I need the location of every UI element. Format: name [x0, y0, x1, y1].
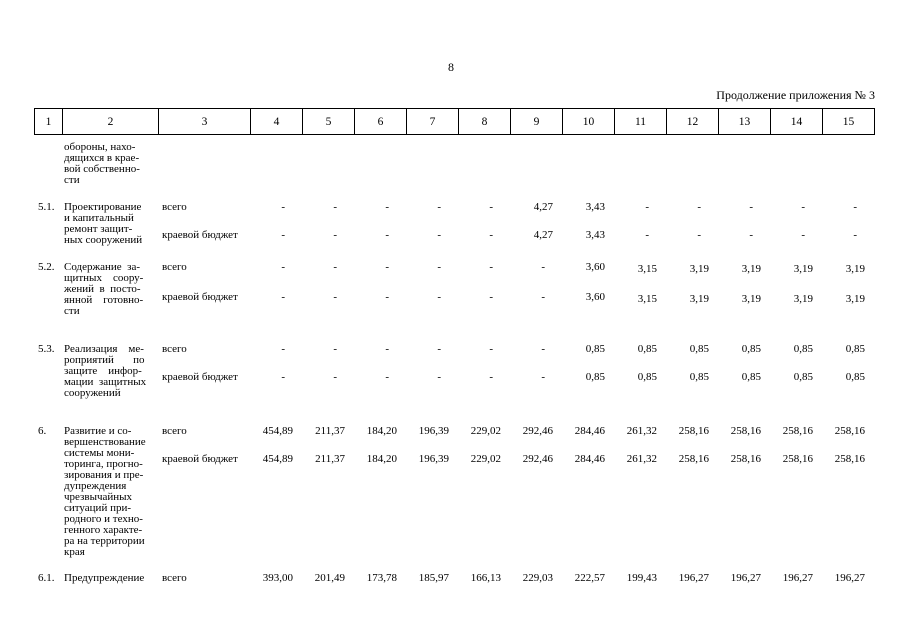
funding-source: краевой бюджет — [162, 291, 238, 303]
value-cell: 454,89 — [262, 453, 293, 465]
empty-value: - — [385, 343, 389, 355]
page-number: 8 — [448, 60, 454, 74]
header-cell: 6 — [355, 109, 407, 135]
value-cell: 0,85 — [845, 371, 865, 383]
value-cell: 0,85 — [741, 371, 761, 383]
column-header-table — [34, 108, 875, 135]
row-name-line: янной готовно- — [64, 294, 144, 306]
value-cell: 3,43 — [585, 201, 605, 213]
continuation-caption: Продолжение приложения № 3 — [716, 88, 875, 102]
funding-source: всего — [162, 201, 187, 213]
empty-value: - — [281, 291, 285, 303]
value-cell: 229,02 — [470, 425, 501, 437]
funding-source: краевой бюджет — [162, 453, 238, 465]
value-cell: 258,16 — [730, 453, 761, 465]
header-cell: 15 — [823, 109, 875, 135]
empty-value: - — [385, 291, 389, 303]
row-number: 6. — [38, 425, 47, 437]
value-cell: 3,19 — [741, 263, 761, 275]
value-cell: 258,16 — [678, 425, 709, 437]
value-cell: 4,27 — [533, 229, 553, 241]
value-cell: 454,89 — [262, 425, 293, 437]
row-name-line: зирования и пре- — [64, 469, 144, 481]
value-cell: 284,46 — [574, 453, 605, 465]
value-cell: 222,57 — [574, 572, 605, 584]
value-cell: 166,13 — [470, 572, 501, 584]
value-cell: 258,16 — [730, 425, 761, 437]
empty-value: - — [437, 371, 441, 383]
value-cell: 3,19 — [793, 293, 813, 305]
value-cell: 3,19 — [689, 263, 709, 275]
empty-value: - — [853, 201, 857, 213]
value-cell: 173,78 — [366, 572, 397, 584]
value-cell: 3,19 — [793, 263, 813, 275]
empty-value: - — [801, 229, 805, 241]
empty-value: - — [541, 343, 545, 355]
header-cell: 7 — [407, 109, 459, 135]
row-name-line: мации защитных — [64, 376, 147, 388]
value-cell: 0,85 — [585, 343, 605, 355]
funding-source: всего — [162, 425, 187, 437]
header-cell: 4 — [251, 109, 303, 135]
row-name-line: ремонт защит- — [64, 223, 133, 235]
header-cell: 14 — [771, 109, 823, 135]
value-cell: 196,27 — [834, 572, 865, 584]
value-cell: 261,32 — [626, 425, 657, 437]
row-name-line: роприятий по — [64, 354, 145, 366]
row-name-line: щитных соору- — [64, 272, 144, 284]
row-number: 5.3. — [38, 343, 55, 355]
row-name-line: торинга, прогно- — [64, 458, 143, 470]
value-cell: 0,85 — [585, 371, 605, 383]
value-cell: 3,19 — [845, 293, 865, 305]
row-name-line: Проектирование — [64, 201, 142, 213]
row-name-line: вершенствование — [64, 436, 146, 448]
empty-value: - — [437, 291, 441, 303]
value-cell: 196,39 — [418, 425, 449, 437]
empty-value: - — [437, 261, 441, 273]
header-cell: 3 — [159, 109, 251, 135]
empty-value: - — [333, 229, 337, 241]
value-cell: 284,46 — [574, 425, 605, 437]
header-cell: 2 — [63, 109, 159, 135]
empty-value: - — [385, 261, 389, 273]
value-cell: 3,43 — [585, 229, 605, 241]
row-name-line: генного характе- — [64, 524, 143, 536]
value-cell: 0,85 — [793, 343, 813, 355]
value-cell: 292,46 — [522, 453, 553, 465]
empty-value: - — [385, 371, 389, 383]
header-cell: 10 — [563, 109, 615, 135]
row-number: 5.2. — [38, 261, 55, 273]
value-cell: 258,16 — [834, 425, 865, 437]
row-name-line: сооружений — [64, 387, 121, 399]
value-cell: 0,85 — [845, 343, 865, 355]
header-cell: 9 — [511, 109, 563, 135]
value-cell: 0,85 — [637, 343, 657, 355]
value-cell: 3,15 — [637, 263, 657, 275]
value-cell: 258,16 — [782, 425, 813, 437]
value-cell: 196,27 — [678, 572, 709, 584]
empty-value: - — [645, 201, 649, 213]
empty-value: - — [801, 201, 805, 213]
row-name-line: Развитие и со- — [64, 425, 132, 437]
value-cell: 3,60 — [585, 261, 605, 273]
funding-source: всего — [162, 572, 187, 584]
value-cell: 3,19 — [689, 293, 709, 305]
empty-value: - — [645, 229, 649, 241]
empty-value: - — [489, 291, 493, 303]
value-cell: 211,37 — [315, 425, 345, 437]
funding-source: всего — [162, 343, 187, 355]
row-name-line: защите инфор- — [64, 365, 142, 377]
value-cell: 3,19 — [741, 293, 761, 305]
empty-value: - — [749, 201, 753, 213]
row-name-line: Реализация ме- — [64, 343, 144, 355]
empty-value: - — [697, 229, 701, 241]
empty-value: - — [489, 343, 493, 355]
row-name-line: ных сооружений — [64, 234, 143, 246]
header-row — [35, 109, 875, 135]
empty-value: - — [333, 343, 337, 355]
value-cell: 258,16 — [782, 453, 813, 465]
value-cell: 211,37 — [315, 453, 345, 465]
empty-value: - — [385, 201, 389, 213]
header-cell: 8 — [459, 109, 511, 135]
empty-value: - — [749, 229, 753, 241]
row-name-line: Предупреждение — [64, 572, 145, 584]
row-name-line: родного и техно- — [64, 513, 143, 525]
empty-value: - — [853, 229, 857, 241]
header-cell: 13 — [719, 109, 771, 135]
funding-source: краевой бюджет — [162, 371, 238, 383]
value-cell: 0,85 — [741, 343, 761, 355]
value-cell: 3,19 — [845, 263, 865, 275]
row-name-line: чрезвычайных — [64, 491, 133, 503]
value-cell: 184,20 — [366, 453, 397, 465]
row-name-line: дящихся в крае- — [64, 152, 140, 164]
empty-value: - — [281, 343, 285, 355]
value-cell: 261,32 — [626, 453, 657, 465]
row-name-line: края — [64, 546, 85, 558]
value-cell: 0,85 — [637, 371, 657, 383]
row-name-line: и капитальный — [64, 212, 134, 224]
empty-value: - — [541, 371, 545, 383]
value-cell: 229,02 — [470, 453, 501, 465]
funding-source: краевой бюджет — [162, 229, 238, 241]
empty-value: - — [697, 201, 701, 213]
empty-value: - — [541, 291, 545, 303]
funding-source: всего — [162, 261, 187, 273]
value-cell: 196,27 — [730, 572, 761, 584]
empty-value: - — [489, 201, 493, 213]
empty-value: - — [333, 291, 337, 303]
row-name-line: жений в посто- — [64, 283, 141, 295]
value-cell: 0,85 — [689, 343, 709, 355]
empty-value: - — [281, 371, 285, 383]
empty-value: - — [437, 201, 441, 213]
header-cell: 12 — [667, 109, 719, 135]
empty-value: - — [281, 201, 285, 213]
row-name-line: дупреждения — [64, 480, 127, 492]
empty-value: - — [333, 201, 337, 213]
value-cell: 196,39 — [418, 453, 449, 465]
value-cell: 229,03 — [522, 572, 553, 584]
row-number: 6.1. — [38, 572, 55, 584]
value-cell: 258,16 — [834, 453, 865, 465]
row-number: 5.1. — [38, 201, 55, 213]
empty-value: - — [385, 229, 389, 241]
row-name-line: сти — [64, 305, 80, 317]
value-cell: 393,00 — [262, 572, 293, 584]
empty-value: - — [281, 229, 285, 241]
empty-value: - — [541, 261, 545, 273]
value-cell: 4,27 — [533, 201, 553, 213]
header-cell: 11 — [615, 109, 667, 135]
header-cell: 5 — [303, 109, 355, 135]
empty-value: - — [333, 371, 337, 383]
value-cell: 292,46 — [522, 425, 553, 437]
value-cell: 0,85 — [689, 371, 709, 383]
empty-value: - — [489, 229, 493, 241]
value-cell: 258,16 — [678, 453, 709, 465]
empty-value: - — [281, 261, 285, 273]
value-cell: 0,85 — [793, 371, 813, 383]
row-name-line: обороны, нахо- — [64, 141, 136, 153]
row-name-line: ра на территории — [64, 535, 145, 547]
value-cell: 196,27 — [782, 572, 813, 584]
value-cell: 185,97 — [418, 572, 449, 584]
empty-value: - — [437, 343, 441, 355]
value-cell: 199,43 — [626, 572, 657, 584]
row-name-line: сти — [64, 174, 80, 186]
row-name-line: вой собственно- — [64, 163, 140, 175]
value-cell: 201,49 — [314, 572, 345, 584]
empty-value: - — [489, 371, 493, 383]
empty-value: - — [333, 261, 337, 273]
row-name-line: системы мони- — [64, 447, 135, 459]
value-cell: 3,15 — [637, 293, 657, 305]
row-name-line: ситуаций при- — [64, 502, 132, 514]
value-cell: 3,60 — [585, 291, 605, 303]
empty-value: - — [437, 229, 441, 241]
row-name-line: Содержание за- — [64, 261, 141, 273]
header-cell: 1 — [35, 109, 63, 135]
empty-value: - — [489, 261, 493, 273]
value-cell: 184,20 — [366, 425, 397, 437]
